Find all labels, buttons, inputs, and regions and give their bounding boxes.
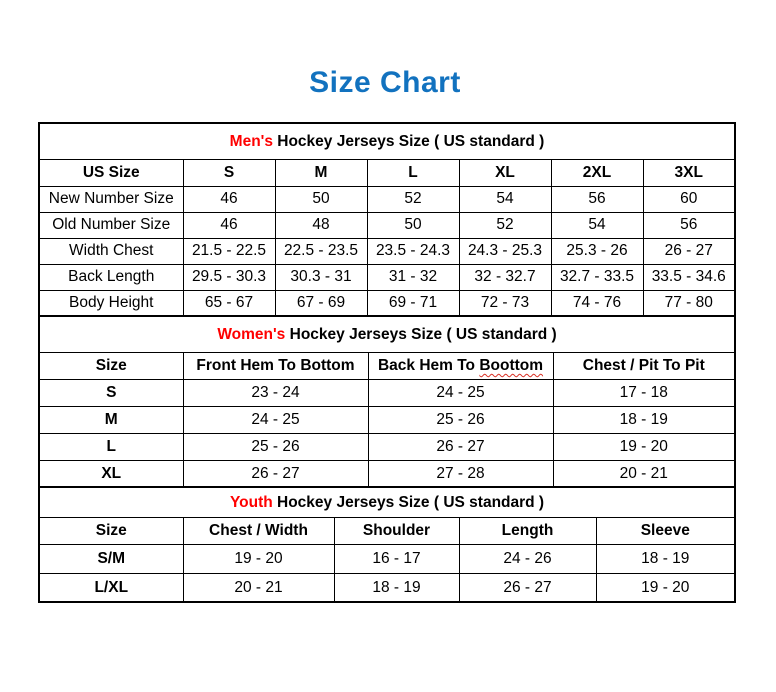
table-cell: 52 [459,212,551,238]
table-row [39,433,735,460]
column-header: 2XL [551,159,643,186]
table-cell: 24 - 25 [183,406,368,433]
table-row [39,212,735,238]
row-label: Back Length [39,264,183,290]
youth-band-header [39,487,735,517]
row-label: Body Height [39,290,183,316]
table-cell: 17 - 18 [553,379,735,406]
table-cell: 26 - 27 [183,460,368,487]
table-cell: 31 - 32 [367,264,459,290]
table-row [39,573,735,602]
table-cell: 30.3 - 31 [275,264,367,290]
table-cell: 21.5 - 22.5 [183,238,275,264]
size-chart-container [38,122,734,603]
youth-band-text: Hockey Jerseys Size ( US standard ) [272,493,545,511]
column-header-misspelled [368,352,553,379]
mens-band-text: Hockey Jerseys Size ( US standard ) [272,132,545,150]
table-cell: 25 - 26 [368,406,553,433]
table-row [39,460,735,487]
table-cell: 27 - 28 [368,460,553,487]
table-cell: 18 - 19 [596,544,735,573]
table-cell: 69 - 71 [367,290,459,316]
table-cell: 19 - 20 [596,573,735,602]
table-cell: 60 [643,186,735,212]
column-header: L [367,159,459,186]
row-label: Width Chest [39,238,183,264]
table-cell: 32.7 - 33.5 [551,264,643,290]
column-header: Chest / Pit To Pit [553,352,735,379]
column-header: 3XL [643,159,735,186]
table-cell: 52 [367,186,459,212]
table-cell: 56 [643,212,735,238]
table-row [39,544,735,573]
table-row [39,406,735,433]
row-label: M [39,406,183,433]
column-header: Chest / Width [183,517,334,544]
table-cell: 29.5 - 30.3 [183,264,275,290]
table-cell: 26 - 27 [368,433,553,460]
row-label: S/M [39,544,183,573]
womens-size-table [38,315,736,488]
table-row [39,264,735,290]
column-header: Front Hem To Bottom [183,352,368,379]
table-cell: 54 [551,212,643,238]
table-cell: 25 - 26 [183,433,368,460]
table-cell: 19 - 20 [553,433,735,460]
table-cell: 19 - 20 [183,544,334,573]
table-cell: 50 [367,212,459,238]
mens-band-header [39,123,735,159]
page-title: Size Chart [309,66,461,99]
table-cell: 65 - 67 [183,290,275,316]
column-header: Size [39,352,183,379]
row-label: Old Number Size [39,212,183,238]
table-cell: 22.5 - 23.5 [275,238,367,264]
table-cell: 50 [275,186,367,212]
table-cell: 24.3 - 25.3 [459,238,551,264]
table-cell: 74 - 76 [551,290,643,316]
column-header: S [183,159,275,186]
column-header: XL [459,159,551,186]
row-label: New Number Size [39,186,183,212]
table-cell: 18 - 19 [553,406,735,433]
table-cell: 20 - 21 [183,573,334,602]
table-cell: 24 - 26 [459,544,596,573]
table-cell: 18 - 19 [334,573,459,602]
table-cell: 26 - 27 [643,238,735,264]
row-label: S [39,379,183,406]
table-cell: 67 - 69 [275,290,367,316]
table-cell: 25.3 - 26 [551,238,643,264]
table-cell: 46 [183,186,275,212]
row-label: XL [39,460,183,487]
youth-size-table [38,486,736,603]
column-header: Shoulder [334,517,459,544]
table-cell: 16 - 17 [334,544,459,573]
table-row [39,186,735,212]
column-header: Size [39,517,183,544]
womens-band-header [39,316,735,352]
column-header: Length [459,517,596,544]
spellcheck-squiggle-word: Boottom [479,356,544,374]
column-header: US Size [39,159,183,186]
table-row [39,379,735,406]
table-cell: 23 - 24 [183,379,368,406]
table-cell: 33.5 - 34.6 [643,264,735,290]
column-header: Sleeve [596,517,735,544]
youth-band-accent: Youth [229,493,273,511]
table-cell: 26 - 27 [459,573,596,602]
table-cell: 77 - 80 [643,290,735,316]
mens-size-table [38,122,736,317]
womens-band-accent: Women's [217,325,286,343]
table-cell: 56 [551,186,643,212]
table-cell: 72 - 73 [459,290,551,316]
table-row [39,290,735,316]
row-label: L [39,433,183,460]
column-header: M [275,159,367,186]
mens-band-accent: Men's [229,132,273,150]
table-cell: 46 [183,212,275,238]
row-label: L/XL [39,573,183,602]
womens-band-text: Hockey Jerseys Size ( US standard ) [285,325,557,343]
table-cell: 20 - 21 [553,460,735,487]
table-cell: 32 - 32.7 [459,264,551,290]
table-row [39,238,735,264]
table-cell: 23.5 - 24.3 [367,238,459,264]
table-cell: 24 - 25 [368,379,553,406]
table-cell: 54 [459,186,551,212]
table-cell: 48 [275,212,367,238]
column-header-text: Back Hem To [377,356,480,374]
